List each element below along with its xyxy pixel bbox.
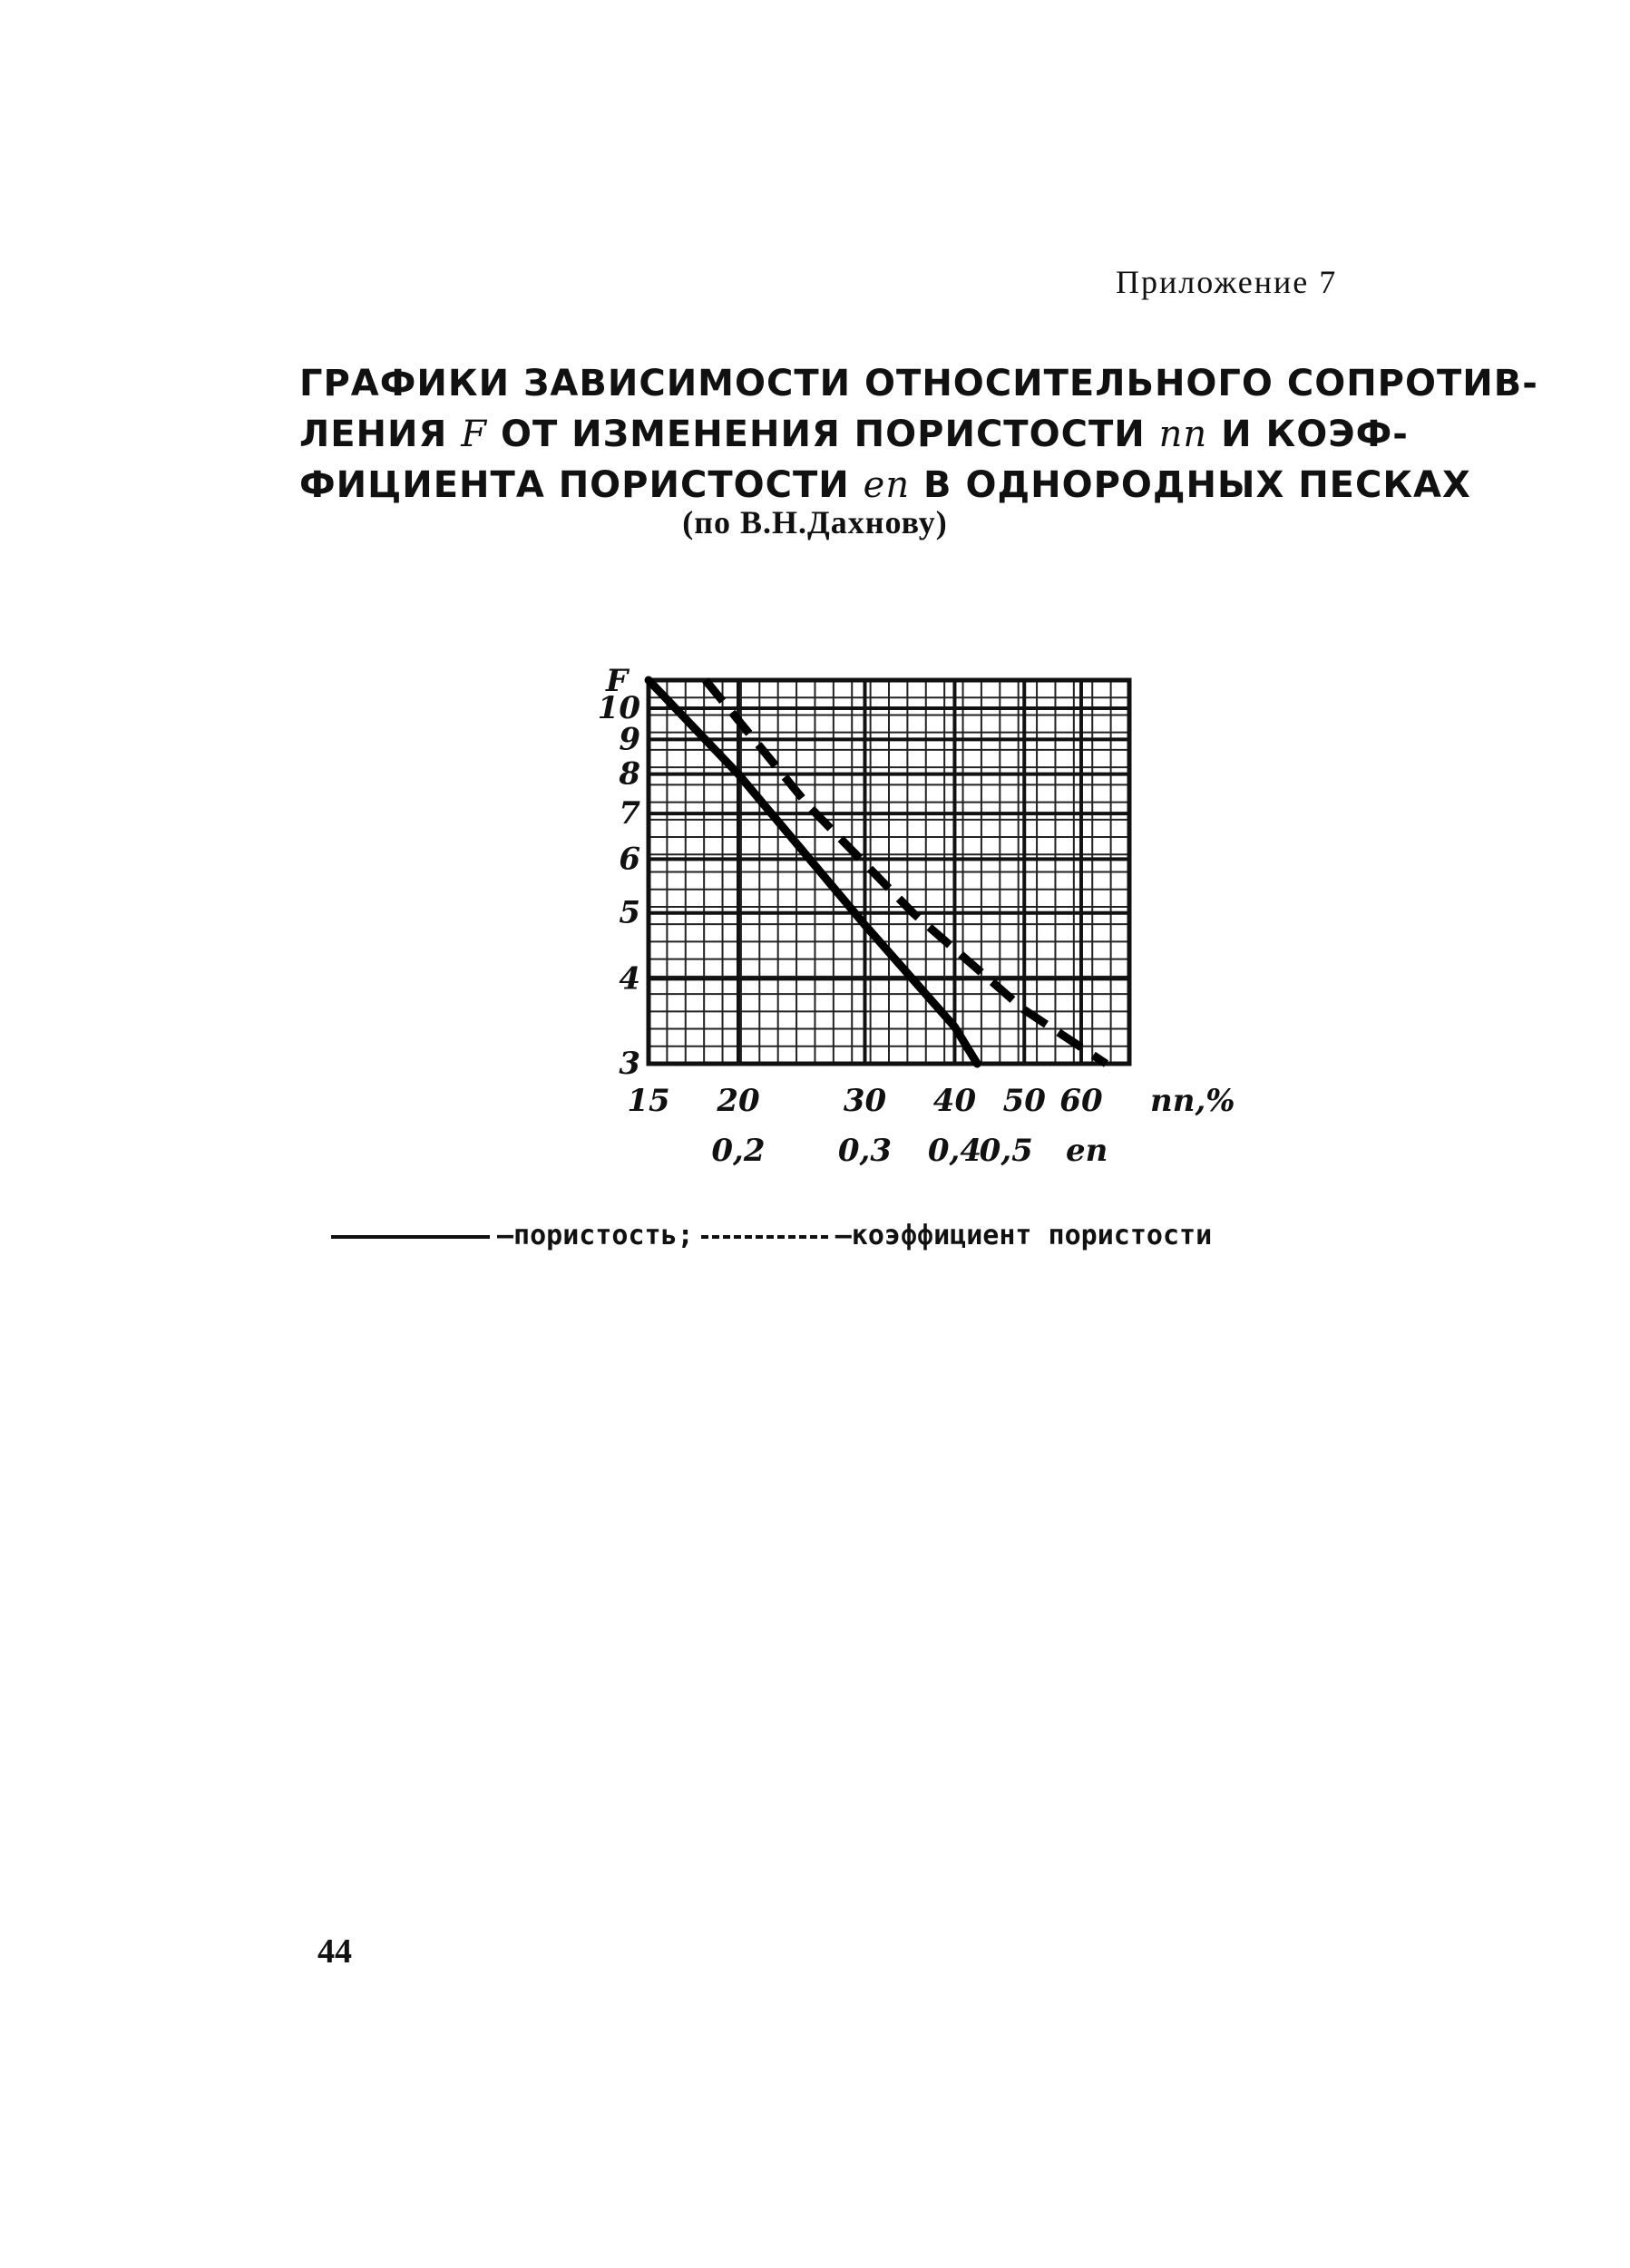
x-tick-label-porosity: 15 [627, 1083, 670, 1119]
x-tick-label-coefficient: 0,2 [711, 1133, 766, 1169]
x-tick-label-porosity: 20 [717, 1083, 760, 1119]
title-line-1: ГРАФИКИ ЗАВИСИМОСТИ ОТНОСИТЕЛЬНОГО СОПРОТИВ- [299, 363, 1538, 404]
source-attribution: (по В.Н.Дахнову) [682, 504, 948, 540]
x-tick-label-coefficient: 0,3 [837, 1133, 893, 1169]
legend-dashed-line [701, 1235, 828, 1239]
legend-solid-label: –пористость; [497, 1220, 694, 1251]
legend [331, 1220, 1212, 1251]
x-tick-label-coefficient: 0,5 [979, 1133, 1033, 1169]
page-title [299, 358, 1538, 511]
title-line-3-part-a: ФИЦИЕНТА ПОРИСТОСТИ [299, 464, 850, 506]
symbol-f: F [461, 414, 488, 455]
x-axis-label-coefficient: eп [1066, 1133, 1108, 1169]
y-tick-label: 10 [597, 690, 640, 727]
x-tick-label-coefficient: 0,4 [927, 1133, 982, 1169]
symbol-e: eп [863, 464, 911, 506]
x-tick-label-porosity: 30 [843, 1083, 887, 1119]
legend-dashed-label: –коэффициент пористости [835, 1220, 1213, 1251]
x-tick-label-porosity: 50 [1002, 1083, 1046, 1119]
title-line-2 [299, 409, 1506, 460]
chart-grid [649, 680, 1129, 1064]
chart [562, 653, 1235, 1197]
title-line-2-part-a: ЛЕНИЯ [299, 414, 448, 455]
y-tick-label: 3 [619, 1046, 640, 1082]
y-axis-label: F [606, 663, 629, 699]
page-number: 44 [317, 1932, 352, 1971]
y-tick-label: 6 [619, 841, 640, 878]
title-line-3-part-b: В ОДНОРОДНЫХ ПЕСКАХ [923, 464, 1471, 506]
x-tick-label-porosity: 40 [932, 1083, 977, 1119]
x-tick-label-porosity: 60 [1059, 1083, 1103, 1119]
y-tick-label: 8 [619, 755, 640, 793]
title-line-2-part-b: ОТ ИЗМЕНЕНИЯ ПОРИСТОСТИ [500, 414, 1146, 455]
title-line-2-part-c: И КОЭФ- [1221, 414, 1409, 455]
appendix-label: Приложение 7 [1116, 264, 1338, 300]
x-axis-label-porosity: nп,% [1150, 1083, 1235, 1119]
y-tick-label: 7 [619, 795, 640, 832]
y-tick-label: 9 [619, 721, 640, 758]
legend-solid-line [331, 1235, 490, 1239]
y-tick-label: 5 [619, 894, 640, 931]
symbol-n: nп [1158, 414, 1208, 455]
y-tick-label: 4 [619, 960, 640, 998]
